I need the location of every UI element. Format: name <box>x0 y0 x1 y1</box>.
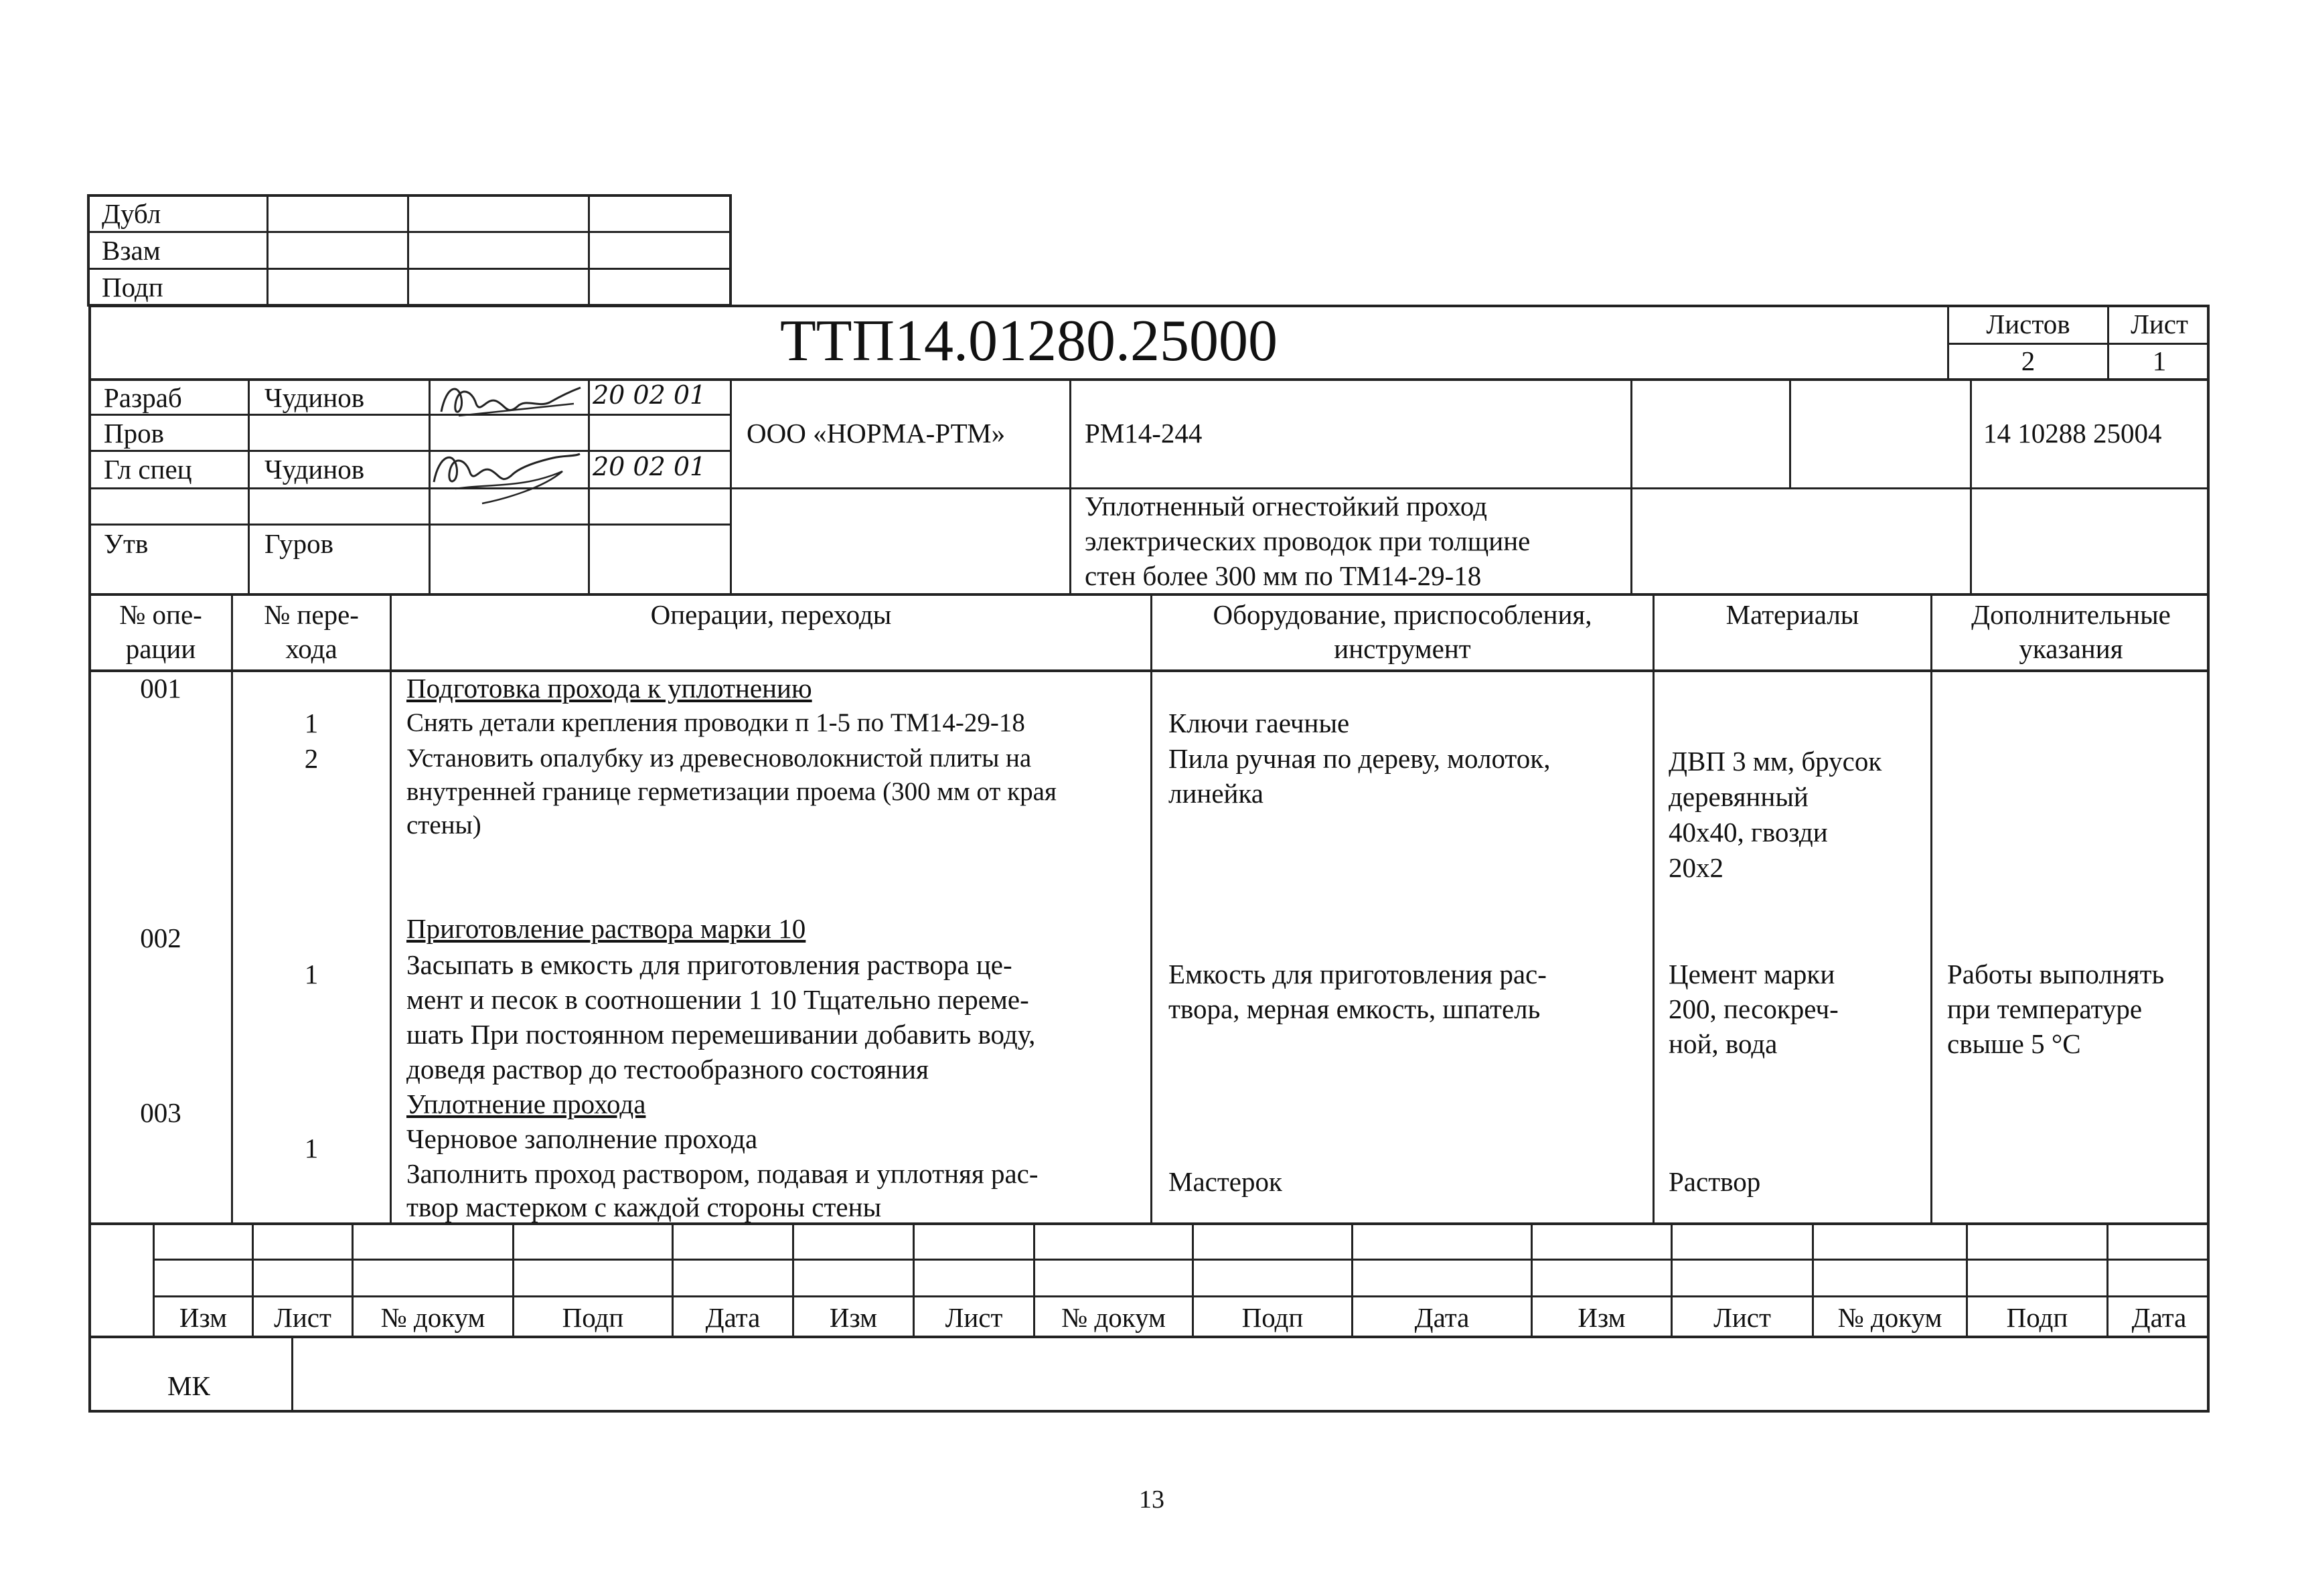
list-value: 1 <box>2152 345 2167 376</box>
footer-label: Изм <box>829 1302 878 1333</box>
step-text: Черновое заполнение прохода <box>406 1123 758 1154</box>
materials-text: деревянный <box>1669 781 1809 812</box>
glspec-name: Чудинов <box>264 454 365 485</box>
grid-line <box>153 1259 2210 1261</box>
transition-number: 1 <box>304 959 319 989</box>
grid-line <box>1789 378 1791 487</box>
footer-label: Подп <box>1241 1302 1304 1333</box>
grid-line <box>248 378 250 594</box>
footer-label: Изм <box>179 1302 228 1333</box>
step-text: доведя раствор до тестообразного состояния <box>406 1054 929 1085</box>
grid-line <box>588 194 590 307</box>
materials-text: Раствор <box>1669 1166 1761 1197</box>
grid-line <box>291 1336 293 1413</box>
materials-text: 20х2 <box>1669 852 1723 883</box>
grid-line <box>407 194 409 307</box>
stamp-dubl-label: Дубл <box>102 198 161 229</box>
description-line: электрических проводок при толщине <box>1085 526 1531 556</box>
grid-line <box>88 414 731 416</box>
equipment-text: Мастерок <box>1168 1166 1282 1197</box>
prov-label: Пров <box>104 418 164 449</box>
glspec-signature-icon <box>422 442 589 509</box>
stamp-vzam-label: Взам <box>102 235 161 266</box>
header-equipment: Оборудование, приспособления, <box>1213 599 1592 630</box>
header-op-no: № опе- <box>119 599 202 630</box>
materials-text: 200, песокреч- <box>1669 993 1839 1024</box>
grid-line <box>1653 594 1655 1225</box>
grid-line <box>153 1295 2210 1297</box>
notes-text: Работы выполнять <box>1947 959 2165 989</box>
materials-text: 40х40, гвозди <box>1669 817 1828 848</box>
glspec-label: Гл спец <box>104 454 192 485</box>
listov-value: 2 <box>2021 345 2036 376</box>
equipment-text: Ключи гаечные <box>1168 708 1350 738</box>
step-text: шать При постоянном перемешивании добавить воду, <box>406 1019 1036 1050</box>
document-code: 14 10288 25004 <box>1983 418 2162 449</box>
description-line: Уплотненный огнестойкий проход <box>1085 491 1488 522</box>
header-equipment: инструмент <box>1334 633 1471 664</box>
materials-text: Цемент марки <box>1669 959 1835 989</box>
footer-label: Лист <box>945 1302 1003 1333</box>
grid-line <box>266 194 269 307</box>
operation-title: Подготовка прохода к уплотнению <box>406 673 812 704</box>
header-operations: Операции, переходы <box>650 599 892 630</box>
step-text: внутренней границе герметизации проема (300 мм от края <box>406 777 1057 806</box>
form-code: МК <box>167 1370 210 1401</box>
grid-line <box>88 1336 2210 1338</box>
notes-text: свыше 5 °С <box>1947 1028 2081 1059</box>
razrab-signature-icon <box>432 378 589 425</box>
grid-line <box>1630 378 1632 594</box>
footer-label: Дата <box>1414 1302 1470 1333</box>
page-number: 13 <box>1139 1486 1164 1514</box>
operation-title: Приготовление раствора марки 10 <box>406 913 806 944</box>
stamp-podp-label: Подп <box>102 272 163 303</box>
grid-line <box>87 231 732 233</box>
transition-number: 2 <box>304 743 319 774</box>
step-text: Снять детали крепления проводки п 1-5 по ТМ14-29-18 <box>406 708 1025 737</box>
razrab-name: Чудинов <box>264 382 365 413</box>
step-text: стены) <box>406 811 481 840</box>
glspec-date: 20 02 01 <box>593 452 706 481</box>
equipment-text: Емкость для приготовления рас- <box>1168 959 1547 989</box>
footer-label: № докум <box>1061 1302 1166 1333</box>
materials-text: ДВП 3 мм, брусок <box>1669 746 1882 777</box>
utv-name: Гуров <box>264 528 334 559</box>
grid-line <box>231 594 233 1225</box>
footer-label: Лист <box>1713 1302 1771 1333</box>
grid-line <box>88 378 2210 381</box>
footer-label: Дата <box>705 1302 761 1333</box>
footer-label: Дата <box>2131 1302 2187 1333</box>
equipment-text: Пила ручная по дереву, молоток, <box>1168 743 1551 774</box>
razrab-date: 20 02 01 <box>593 380 706 410</box>
step-text: Заполнить проход раствором, подавая и уплотняя рас- <box>406 1158 1039 1189</box>
operation-number: 003 <box>140 1097 181 1128</box>
footer-label: Лист <box>274 1302 331 1333</box>
description-line: стен более 300 мм по ТМ14-29-18 <box>1085 560 1482 591</box>
grid-line <box>1970 378 1972 594</box>
materials-text: ной, вода <box>1669 1028 1778 1059</box>
grid-line <box>730 378 732 594</box>
rm-code: РМ14-244 <box>1085 418 1203 449</box>
organization: ООО «НОРМА-РТМ» <box>747 418 1006 449</box>
step-text: Засыпать в емкость для приготовления раствора це- <box>406 949 1012 980</box>
grid-line <box>390 594 392 1225</box>
razrab-label: Разраб <box>104 382 182 413</box>
header-notes: указания <box>2019 633 2123 664</box>
footer-label: Подп <box>562 1302 624 1333</box>
grid-line <box>87 268 732 270</box>
header-trans-no: хода <box>285 633 337 664</box>
operation-number: 002 <box>140 923 181 953</box>
grid-line <box>1150 594 1152 1225</box>
grid-line <box>1930 594 1932 1225</box>
footer-label: Изм <box>1578 1302 1626 1333</box>
operation-number: 001 <box>140 673 181 704</box>
header-notes: Дополнительные <box>1971 599 2171 630</box>
step-text: Установить опалубку из древесноволокнистой плиты на <box>406 744 1032 773</box>
grid-line <box>1069 378 1071 594</box>
utv-label: Утв <box>104 528 149 559</box>
list-label: Лист <box>2131 309 2188 339</box>
stamp-box <box>87 194 732 307</box>
header-op-no: рации <box>125 633 196 664</box>
document-title: ТТП14.01280.25000 <box>780 309 1278 374</box>
step-text: твор мастерком с каждой стороны стены <box>406 1192 882 1222</box>
notes-text: при температуре <box>1947 993 2143 1024</box>
header-trans-no: № пере- <box>264 599 359 630</box>
grid-line <box>88 524 731 526</box>
grid-line <box>88 593 2210 596</box>
step-text: мент и песок в соотношении 1 10 Тщательно переме- <box>406 984 1029 1015</box>
transition-number: 1 <box>304 708 319 738</box>
transition-number: 1 <box>304 1133 319 1164</box>
equipment-text: линейка <box>1168 778 1263 809</box>
listov-label: Листов <box>1986 309 2070 339</box>
operation-title: Уплотнение прохода <box>406 1089 646 1119</box>
footer-label: Подп <box>2006 1302 2068 1333</box>
footer-label: № докум <box>380 1302 485 1333</box>
footer-label: № докум <box>1837 1302 1942 1333</box>
equipment-text: твора, мерная емкость, шпатель <box>1168 993 1541 1024</box>
header-materials: Материалы <box>1726 599 1859 630</box>
